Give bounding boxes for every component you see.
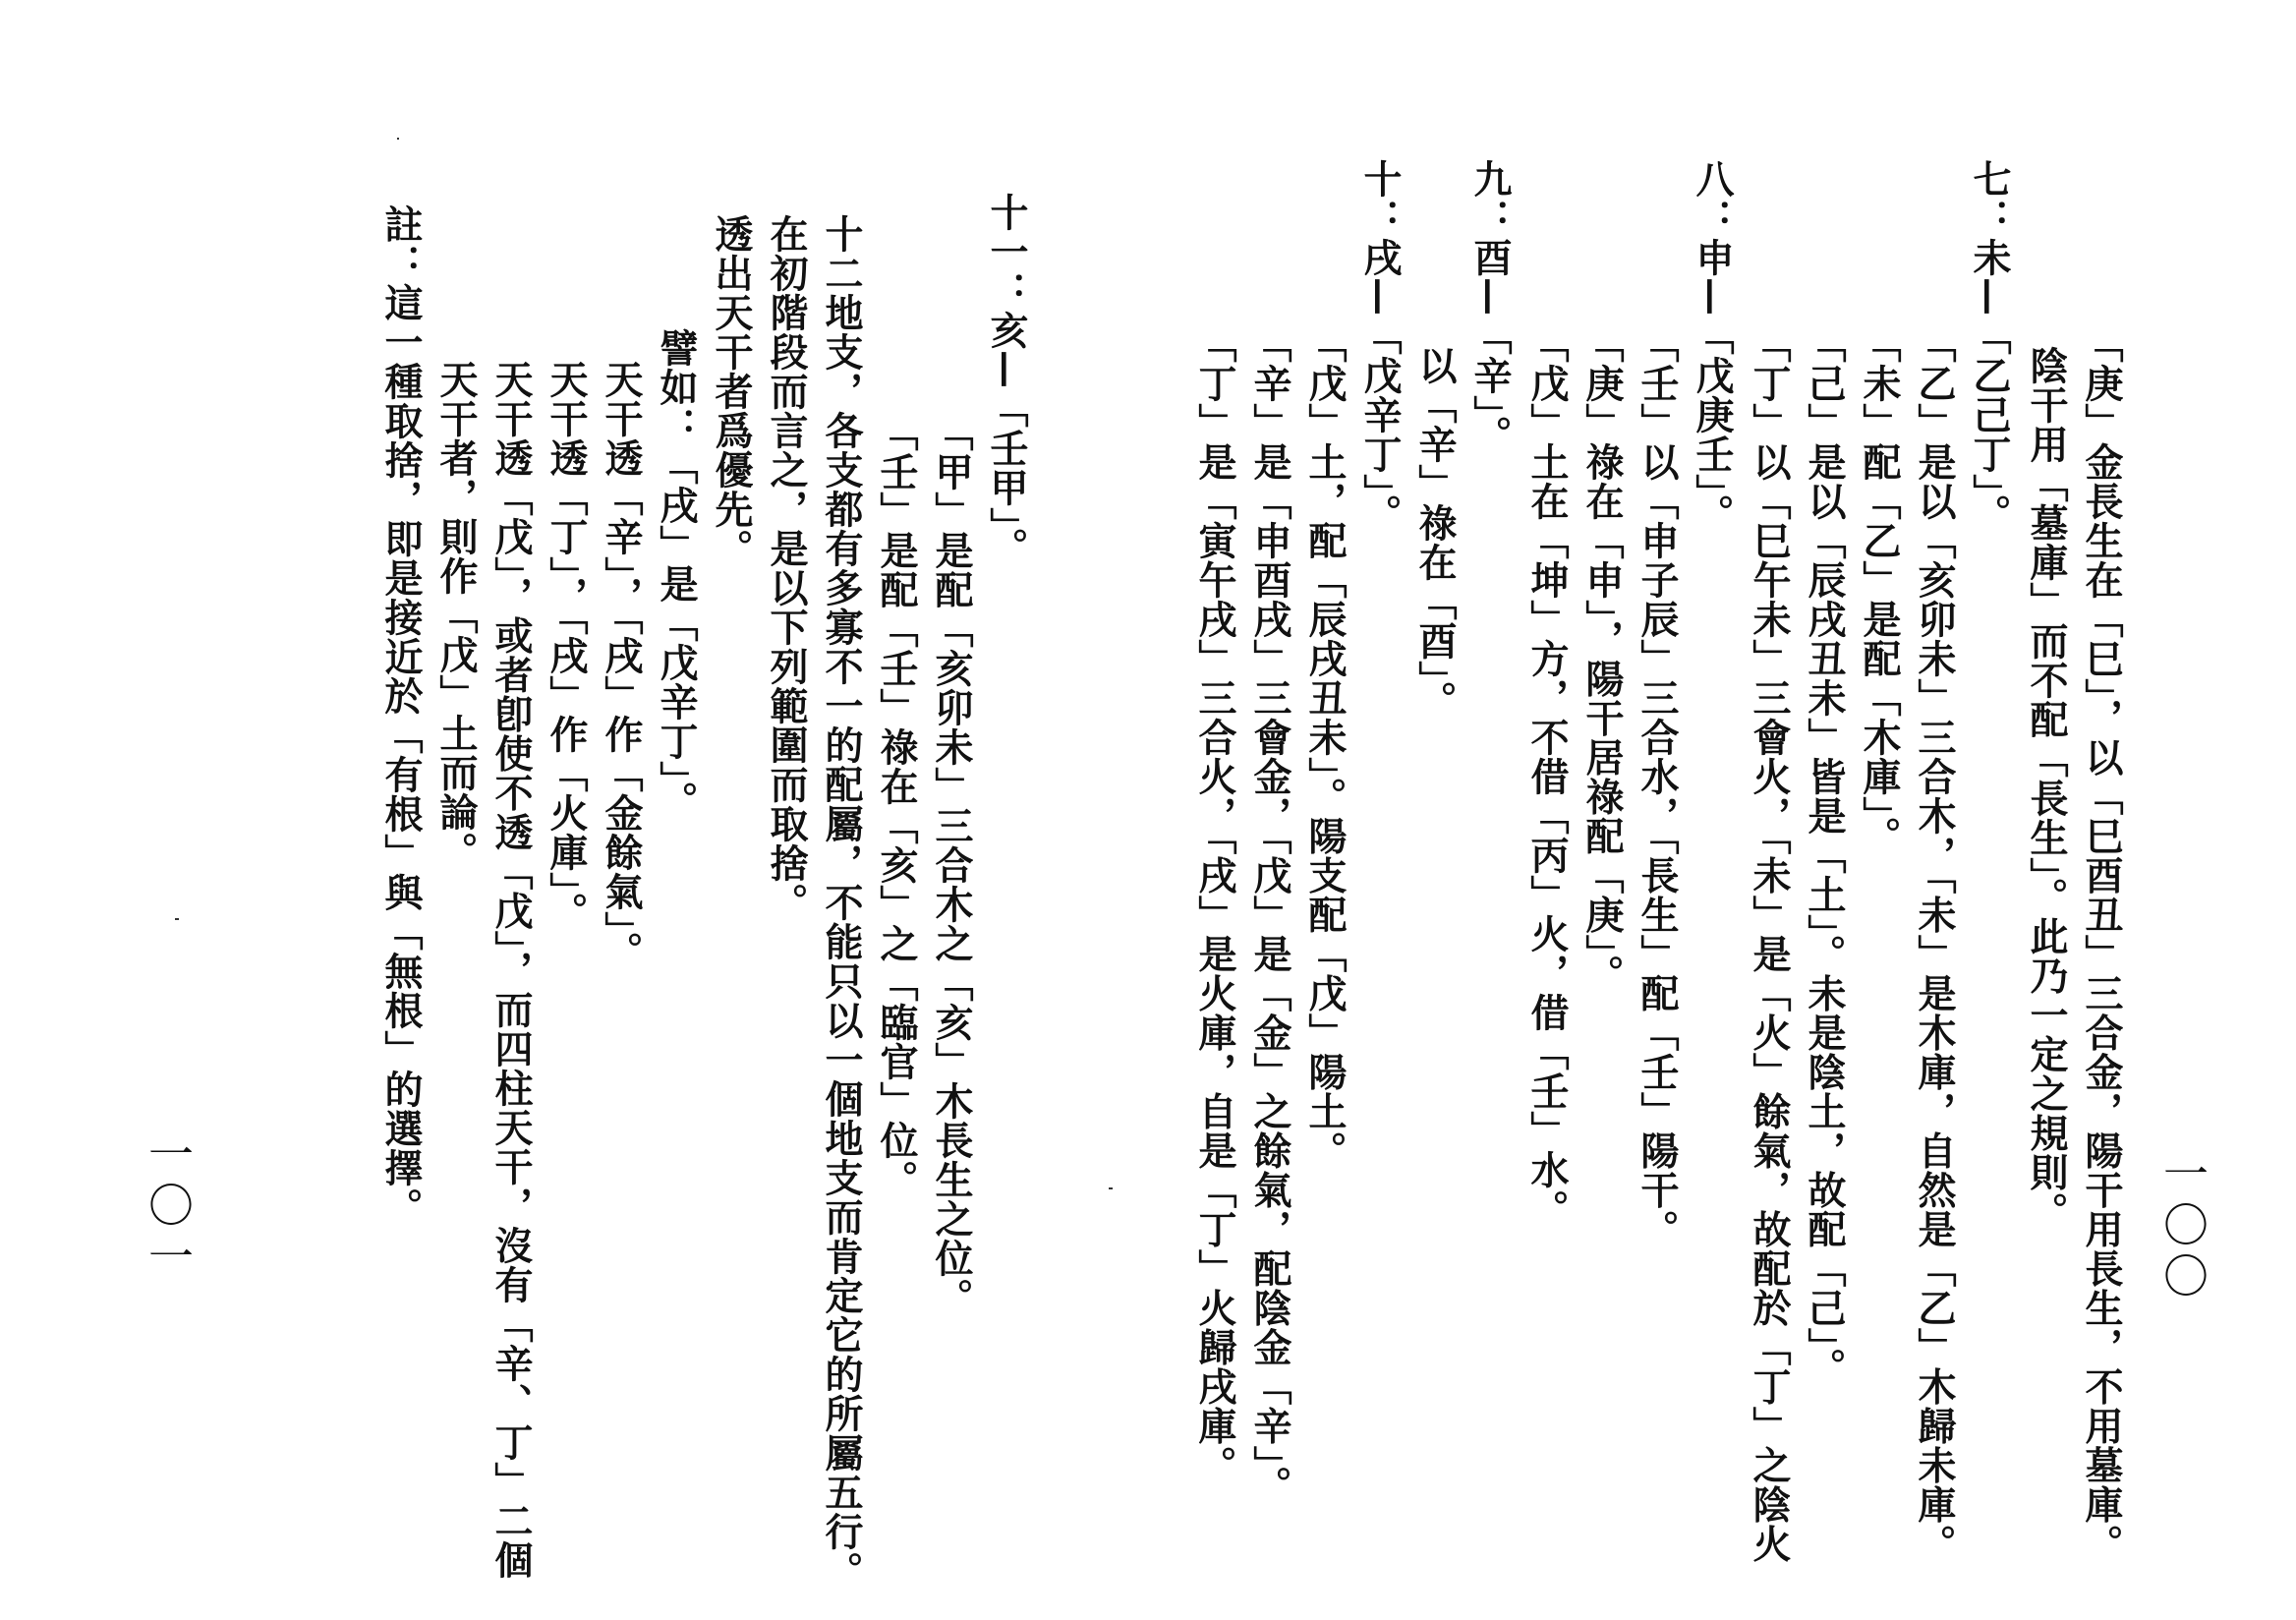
- scan-speck: [1109, 1187, 1113, 1189]
- section-heading: 八：申—「戊庚壬」。: [1690, 159, 1735, 534]
- text-line: 「庚」祿在「申」，陽干居祿配「庚」。: [1579, 324, 1625, 994]
- section-heading: 十一：亥—「壬甲」。: [984, 193, 1029, 567]
- text-line: 「己」是以「辰戌丑未」皆是「土」。未是陰土，故配「己」。: [1802, 324, 1847, 1387]
- text-line: 天干者，則作「戊」土而論。: [433, 360, 479, 871]
- text-line: 「戊」土在「坤」方，不借「丙」火，借「壬」水。: [1524, 324, 1570, 1229]
- note-line: 註：這一種取捨，即是接近於「有根」與「無根」的選擇。: [378, 204, 424, 1227]
- text-line: 透出天干者爲優先。: [709, 214, 754, 568]
- scan-speck: [175, 918, 179, 920]
- text-line: 「乙」是以「亥卯未」三合木，「未」是木庫，自然是「乙」木歸未庫。: [1912, 324, 1957, 1564]
- text-line: 天干透「戊」，或者卽使不透「戊」，而四柱天干，沒有「辛、丁」二個: [488, 360, 534, 1580]
- text-line: 「甲」是配「亥卯未」三合木之「亥」木長生之位。: [929, 413, 974, 1317]
- text-line: 陰干用「墓庫」而不配「長生」。此乃一定之規則。: [2024, 346, 2069, 1232]
- section-heading: 十：戌—「戊辛丁」。: [1357, 159, 1403, 534]
- text-line: 十二地支，各支都有多寡不一的配屬，不能只以一個地支而肯定它的所屬五行。: [819, 214, 864, 1591]
- text-line: 以「辛」祿在「酉」。: [1412, 346, 1458, 721]
- text-line: 天干透「丁」，「戌」作「火庫」。: [544, 360, 589, 932]
- page-number: 一〇一: [142, 1130, 195, 1284]
- text-line: 「戊」土，配「辰戌丑未」。陽支配「戊」陽土。: [1302, 324, 1348, 1171]
- text-line: 「壬」是配「壬」祿在「亥」之「臨官」位。: [874, 413, 919, 1199]
- section-heading: 七：未—「乙己丁」。: [1967, 159, 2012, 534]
- text-line: 「壬」以「申子辰」三合水，「長生」配「壬」陽干。: [1635, 324, 1680, 1249]
- text-line: 譬如：「戌」是「戊辛丁」。: [654, 328, 699, 821]
- text-line: 「丁」是「寅午戌」三合火，「戌」是火庫，自是「丁」火歸戌庫。: [1192, 324, 1237, 1485]
- text-line: 天干透「辛」，「戌」作「金餘氣」。: [599, 360, 644, 971]
- scan-speck: [397, 138, 399, 140]
- text-line: 「丁」以「巳午未」三會火，「未」是「火」餘氣，故配於「丁」之陰火: [1747, 324, 1792, 1564]
- text-line: 「未」配「乙」是配「木庫」。: [1857, 324, 1902, 856]
- text-line: 「辛」是「申酉戌」三會金，「戊」是「金」之餘氣，配陰金「辛」。: [1247, 324, 1292, 1505]
- text-line: 「庚」金長生在「巳」，以「巳酉丑」三合金，陽干用長生，不用墓庫。: [2079, 324, 2124, 1564]
- page-number: 一〇〇: [2156, 1150, 2210, 1303]
- text-line: 在初階段而言之，是以下列範圍而取捨。: [764, 214, 809, 922]
- section-heading: 九：酉—「辛」。: [1467, 159, 1513, 455]
